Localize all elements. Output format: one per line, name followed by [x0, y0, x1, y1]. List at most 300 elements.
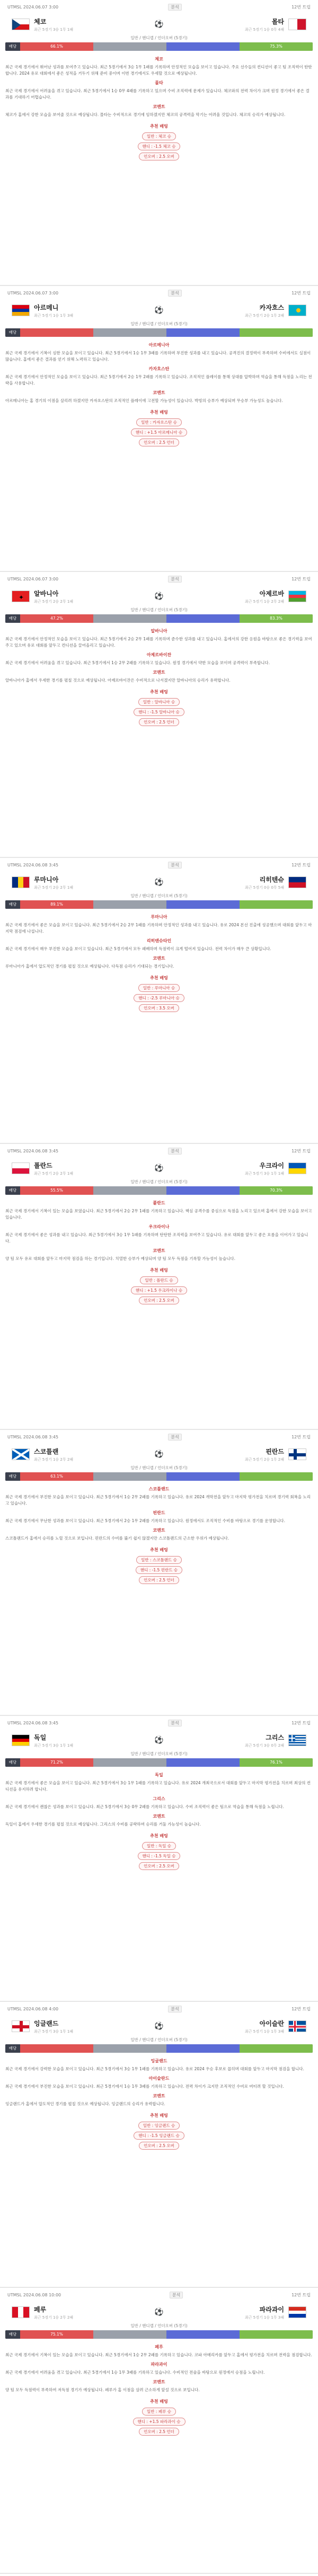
section-text: 최근 국제 경기에서 어려움을 겪고 있습니다. 최근 5경기에서 1승 1무 3패를 기록하고 있습니다. 수비적인 전술을 바탕으로 원정에서 승점을 노립니다. — [5, 2370, 265, 2375]
match-round: 12번 트립 — [292, 2006, 311, 2011]
home-team-name: 페루 — [34, 2305, 47, 2313]
pick-item: 핸디 : -1.5 핀란드 승 — [136, 1566, 182, 1574]
away-team-name: 파라과이 — [259, 2305, 284, 2313]
section-title: 파라과이 — [151, 2362, 167, 2367]
pick-item: 일반 : 페루 승 — [142, 2408, 176, 2416]
analysis-sections — [5, 2344, 313, 2393]
away-team[interactable] — [245, 1447, 306, 1462]
match-card — [0, 572, 318, 858]
analysis-tag[interactable]: 분석 — [168, 1720, 181, 1727]
section-text: 양 팀 모두 득점력이 부족하여 저득점 경기가 예상됩니다. 페루가 홈 이점을 살려 근소하게 앞설 것으로 보입니다. — [5, 2387, 200, 2392]
home-team[interactable] — [12, 1733, 73, 1748]
odds-home: 63.1% — [20, 1472, 93, 1481]
away-flag-icon — [288, 2306, 306, 2318]
odds-hint: 일반 / 핸디캡 / 언더오버 (5경기) — [130, 2323, 188, 2328]
section-text: 아르메니아는 홈 경기의 이점을 살리려 하겠지만 카자흐스탄의 조직적인 플레이에 고전할 가능성이 있습니다. 박빙의 승부가 예상되며 무승부 가능성도 높습니다. — [5, 398, 283, 403]
away-flag-icon — [288, 876, 306, 888]
odds-away — [166, 1758, 240, 1767]
analysis-sections — [5, 914, 313, 970]
home-team[interactable] — [12, 589, 73, 604]
match-time: UTMSL 2024.06.07 3:00 — [7, 576, 59, 582]
home-team-record: 최근 5경기 1승 1무 3패 — [34, 313, 74, 318]
match-time: UTMSL 2024.06.07 3:00 — [7, 4, 59, 10]
pick-item: 핸디 : -1.5 독일 승 — [138, 1852, 181, 1860]
section-title: 아제르바이잔 — [146, 652, 172, 657]
odds-hint: 일반 / 핸디캡 / 언더오버 (5경기) — [130, 321, 188, 326]
pick-item: 핸디 : -1.5 알바니아 승 — [134, 708, 184, 716]
section-text: 독일이 홈에서 우세한 경기를 펼칠 것으로 예상됩니다. 그리스의 수비를 공략하며 승리를 거둘 가능성이 높습니다. — [5, 1822, 201, 1827]
home-flag-icon — [12, 2020, 30, 2032]
away-team-record: 최근 5경기 1승 0무 4패 — [244, 27, 284, 32]
home-team[interactable] — [12, 875, 73, 890]
analysis-sections — [5, 1486, 313, 1542]
odds-away — [166, 614, 240, 623]
section-text: 루마니아가 홈에서 압도적인 경기를 펼칠 것으로 예상됩니다. 다득점 승리가 기대되는 경기입니다. — [5, 964, 174, 969]
odds-bar — [5, 42, 313, 51]
match-meta — [7, 861, 311, 869]
pick-box — [125, 689, 193, 727]
away-team-record: 최근 5경기 2승 1무 2패 — [244, 1457, 284, 1462]
section-title: 아이슬란드 — [148, 2076, 170, 2081]
away-team-name: 리히텐슈 — [259, 875, 284, 883]
odds-over — [240, 2330, 313, 2339]
pick-box — [125, 1267, 193, 1305]
versus-icon: ⚽ — [154, 592, 164, 601]
pick-list — [125, 131, 193, 162]
pick-item: 핸디 : +1.5 아르메니아 승 — [131, 428, 187, 436]
versus-icon: ⚽ — [154, 1450, 164, 1459]
odds-bar — [5, 1758, 313, 1767]
home-team-name: 스코틀랜 — [34, 1447, 59, 1455]
versus-icon: ⚽ — [154, 20, 164, 29]
section-text: 최근 국제 경기에서 좋은 모습을 보이고 있습니다. 최근 5경기에서 2승 2무 1패를 기록하며 안정적인 성과를 내고 있습니다. 유로 2024 본선 진출에 성공했으며 대회를 앞두고 마지막 점검에 나섭니다. — [5, 923, 312, 934]
section-title: 카자흐스탄 — [148, 366, 170, 371]
analysis-tag[interactable]: 분석 — [168, 1148, 181, 1155]
home-team[interactable] — [12, 303, 73, 318]
pick-item: 언오버 : 2.5 오버 — [139, 153, 179, 160]
away-team-name: 아이슬란 — [259, 2019, 284, 2027]
section-title: 잉글랜드 — [151, 2059, 167, 2063]
match-card — [0, 1430, 318, 1716]
pick-item: 언오버 : 3.5 오버 — [139, 1004, 179, 1012]
teams-row — [5, 300, 313, 321]
pick-list — [125, 417, 193, 448]
match-meta — [7, 2291, 311, 2298]
odds-label: 배당 — [5, 1758, 20, 1767]
home-flag-icon — [12, 1448, 30, 1460]
pick-list — [125, 2121, 193, 2151]
away-team[interactable] — [245, 2305, 306, 2320]
odds-home — [20, 2044, 93, 2053]
pick-title: 추천 배팅 — [150, 2113, 168, 2118]
teams-row — [5, 1158, 313, 1179]
home-team-record: 최근 5경기 2승 2무 1패 — [34, 1171, 74, 1176]
away-team[interactable] — [245, 17, 306, 32]
away-team-record: 최근 5경기 0승 0무 5패 — [244, 885, 284, 890]
section-text: 체코가 홈에서 강한 모습을 보여줄 것으로 예상됩니다. 몰타는 수비적으로 경기에 임하겠지만 체코의 공격력을 막기는 어려울 것입니다. 체코의 승리가 예상됩니다. — [5, 112, 286, 117]
match-meta — [7, 1719, 311, 1727]
home-team-name: 체코 — [34, 17, 47, 25]
odds-label: 배당 — [5, 1472, 20, 1481]
odds-draw — [93, 2330, 166, 2339]
match-time: UTMSL 2024.06.08 4:00 — [7, 2006, 59, 2011]
home-team[interactable] — [12, 2305, 73, 2320]
home-team-name: 잉글랜드 — [34, 2019, 59, 2027]
pick-title: 추천 배팅 — [150, 410, 168, 415]
away-team-record: 최근 5경기 1승 1무 3패 — [244, 2029, 284, 2034]
section-text: 잉글랜드가 홈에서 압도적인 경기를 펼칠 것으로 예상됩니다. 잉글랜드의 승리가 유력합니다. — [5, 2101, 165, 2106]
away-flag-icon — [288, 19, 306, 30]
section-text: 양 팀 모두 유로 대회를 앞두고 마지막 점검을 하는 경기입니다. 치열한 승부가 예상되며 양 팀 모두 득점을 기록할 가능성이 높습니다. — [5, 1256, 236, 1261]
home-flag-icon — [12, 305, 30, 316]
versus-icon: ⚽ — [154, 306, 164, 315]
teams-row — [5, 872, 313, 893]
away-team[interactable] — [245, 1161, 306, 1176]
away-team-name: 그리스 — [266, 1733, 284, 1741]
odds-bar — [5, 328, 313, 337]
odds-home: 75.1% — [20, 2330, 93, 2339]
odds-away — [166, 328, 240, 337]
section-title: 코멘트 — [153, 670, 165, 675]
home-team-record: 최근 5경기 2승 2무 1패 — [34, 885, 74, 890]
section-title: 코멘트 — [153, 390, 165, 395]
pick-title: 추천 배팅 — [150, 976, 168, 980]
away-team-name: 핀란드 — [266, 1447, 284, 1455]
versus-icon: ⚽ — [154, 1164, 164, 1173]
pick-item: 일반 : 독일 승 — [142, 1842, 176, 1850]
home-flag-icon — [12, 876, 30, 888]
analysis-sections — [5, 56, 313, 118]
match-meta — [7, 1147, 311, 1155]
away-team-name: 카자흐스 — [259, 303, 284, 311]
analysis-tag[interactable]: 분석 — [170, 2292, 183, 2298]
match-card — [0, 2002, 318, 2288]
pick-box — [125, 975, 193, 1013]
odds-home: 71.2% — [20, 1758, 93, 1767]
match-time: UTMSL 2024.06.08 3:45 — [7, 862, 59, 867]
section-text: 최근 국제 경기에서 매우 부진한 모습을 보이고 있습니다. 최근 5경기에서 모두 패배하며 득점력이 크게 떨어져 있습니다. 전력 차이가 매우 큰 상황입니다. — [5, 946, 271, 951]
teams-row — [5, 2016, 313, 2037]
odds-draw — [93, 1758, 166, 1767]
home-team[interactable] — [12, 1447, 73, 1462]
odds-label: 배당 — [5, 2330, 20, 2339]
section-text: 최근 국제 경기에서 기복이 있는 모습을 보이고 있습니다. 최근 5경기에서 1승 2무 2패를 기록하고 있습니다. 코파 아메리카를 앞두고 홈에서 평가전을 치르며 전력을 점검합니다. — [5, 2353, 312, 2357]
pick-list — [125, 1555, 193, 1585]
versus-icon: ⚽ — [154, 1736, 164, 1745]
away-team-name: 몰타 — [271, 17, 284, 25]
section-text: 최근 국제 경기에서 안정적인 모습을 보이고 있습니다. 최근 5경기에서 2승 1무 2패를 기록하고 있습니다. 조직적인 플레이를 통해 상대를 압박하며 역습을 통해 득점을 노리는 전략을 사용합니다. — [5, 374, 312, 386]
match-time: UTMSL 2024.06.08 3:45 — [7, 1148, 59, 1153]
pick-title: 추천 배팅 — [150, 1833, 168, 1838]
odds-over: 70.3% — [240, 1186, 313, 1195]
pick-item: 일반 : 폴란드 승 — [140, 1276, 178, 1284]
pick-title: 추천 배팅 — [150, 124, 168, 129]
odds-draw — [93, 900, 166, 909]
match-round: 12번 트립 — [292, 1148, 311, 1153]
home-team-name: 루마니아 — [34, 875, 59, 883]
pick-item: 핸디 : -1.5 체코 승 — [138, 142, 181, 150]
home-team-name: 알바니아 — [34, 589, 59, 597]
odds-hint: 일반 / 핸디캡 / 언더오버 (5경기) — [130, 2037, 188, 2042]
section-title: 몰타 — [155, 80, 163, 85]
match-time: UTMSL 2024.06.08 10:00 — [7, 2292, 61, 2297]
analysis-tag[interactable]: 분석 — [168, 576, 181, 583]
away-flag-icon — [288, 2020, 306, 2032]
section-title: 코멘트 — [153, 2094, 165, 2098]
pick-title: 추천 배팅 — [150, 2399, 168, 2404]
svg-text:✦: ✦ — [18, 594, 24, 601]
section-text: 최근 국제 경기에서 어려움을 겪고 있습니다. 최근 5경기에서 1승 0무 4패를 기록하고 있으며 수비 조직력에 문제가 있습니다. 체코와의 전력 차이가 크며 원정 경기에서 좋은 결과를 기대하기 어렵습니다. — [5, 88, 310, 100]
pick-item: 언오버 : 2.5 오버 — [139, 1296, 179, 1304]
odds-away — [166, 1186, 240, 1195]
section-title: 코멘트 — [153, 104, 165, 109]
away-flag-icon — [288, 591, 306, 602]
section-title: 코멘트 — [153, 2380, 165, 2384]
pick-title: 추천 배팅 — [150, 690, 168, 694]
analysis-sections — [5, 1200, 313, 1262]
analysis-tag[interactable]: 분석 — [168, 862, 181, 869]
section-title: 루마니아 — [151, 915, 167, 919]
home-flag-icon — [12, 1162, 30, 1174]
home-team[interactable] — [12, 17, 73, 32]
match-time: UTMSL 2024.06.08 3:45 — [7, 1434, 59, 1439]
section-text: 스코틀랜드가 홈에서 승리를 노릴 것으로 보입니다. 핀란드의 수비를 뚫기 쉽지 않겠지만 스코틀랜드의 근소한 우위가 예상됩니다. — [5, 1536, 229, 1541]
away-flag-icon — [288, 1448, 306, 1460]
away-team[interactable] — [245, 1733, 306, 1748]
odds-home: 66.1% — [20, 42, 93, 51]
match-round: 12번 트립 — [292, 576, 311, 582]
home-flag-icon — [12, 2306, 30, 2318]
match-round: 12번 트립 — [292, 2292, 311, 2297]
away-team[interactable] — [245, 589, 306, 604]
section-title: 알바니아 — [151, 629, 167, 633]
odds-away — [166, 42, 240, 51]
odds-draw — [93, 1186, 166, 1195]
analysis-tag[interactable]: 분석 — [168, 4, 181, 11]
odds-hint: 일반 / 핸디캡 / 언더오버 (5경기) — [130, 607, 188, 612]
section-title: 페루 — [155, 2345, 163, 2349]
match-round: 12번 트립 — [292, 4, 311, 10]
odds-hint: 일반 / 핸디캡 / 언더오버 (5경기) — [130, 893, 188, 898]
analysis-sections — [5, 628, 313, 684]
pick-item: 언오버 : 2.5 언더 — [139, 718, 179, 726]
odds-home: 89.1% — [20, 900, 93, 909]
section-title: 그리스 — [153, 1796, 165, 1801]
match-card — [0, 858, 318, 1144]
home-flag-icon — [12, 591, 30, 602]
section-text: 알바니아가 홈에서 우세한 경기를 펼칠 것으로 예상됩니다. 아제르바이잔은 수비적으로 나서겠지만 알바니아의 승리가 유력합니다. — [5, 678, 231, 683]
odds-over: 83.3% — [240, 614, 313, 623]
match-card — [0, 2288, 318, 2574]
home-flag-icon — [12, 19, 30, 30]
pick-item: 핸디 : -2.5 루마니아 승 — [134, 994, 184, 1002]
match-meta — [7, 3, 311, 11]
section-title: 스코틀랜드 — [148, 1487, 170, 1491]
pick-item: 일반 : 스코틀랜드 승 — [136, 1556, 182, 1564]
pick-item: 핸디 : -1.5 잉글랜드 승 — [134, 2132, 184, 2140]
section-title: 체코 — [155, 57, 163, 61]
section-text: 최근 국제 경기에서 기복이 있는 모습을 보였습니다. 최근 5경기에서 2승 2무 1패를 기록하고 있습니다. 핵심 공격수를 중심으로 득점을 노리고 있으며 홈에서 강한 모습을 보이고 있습니다. — [5, 1209, 312, 1220]
pick-item: 핸디 : +1.5 파라과이 승 — [133, 2418, 186, 2426]
pick-list — [125, 1275, 193, 1305]
odds-hint: 일반 / 핸디캡 / 언더오버 (5경기) — [130, 1179, 188, 1184]
odds-label: 배당 — [5, 2044, 20, 2053]
match-meta — [7, 2005, 311, 2012]
away-team[interactable] — [245, 2019, 306, 2034]
match-meta — [7, 1433, 311, 1441]
odds-bar — [5, 2330, 313, 2339]
match-time: UTMSL 2024.06.08 3:45 — [7, 1720, 59, 1725]
section-text: 최근 국제 경기에서 어려움을 겪고 있습니다. 최근 5경기에서 1승 2무 2패를 기록하고 있습니다. 원정 경기에서 약한 모습을 보이며 공격력이 부족합니다. — [5, 660, 270, 665]
pick-item: 일반 : 체코 승 — [142, 132, 176, 140]
odds-away — [166, 900, 240, 909]
away-flag-icon — [288, 1162, 306, 1174]
home-team[interactable] — [12, 1161, 73, 1176]
pick-item: 언오버 : 2.5 오버 — [139, 1862, 179, 1870]
teams-row — [5, 586, 313, 607]
analysis-tag[interactable]: 분석 — [168, 290, 181, 297]
away-team-record: 최근 5경기 3승 1무 1패 — [244, 1171, 284, 1176]
section-title: 코멘트 — [153, 1248, 165, 1253]
pick-list — [125, 697, 193, 727]
teams-row — [5, 1730, 313, 1751]
section-title: 독일 — [155, 1773, 163, 1777]
home-team-record: 최근 5경기 2승 2무 1패 — [34, 599, 74, 604]
pick-title: 추천 배팅 — [150, 1548, 168, 1552]
home-team-record: 최근 5경기 3승 1무 1패 — [34, 27, 74, 32]
match-round: 12번 트립 — [292, 1720, 311, 1725]
match-card — [0, 1144, 318, 1430]
pick-box — [125, 1547, 193, 1585]
pick-item: 언오버 : 2.5 언더 — [139, 439, 179, 446]
teams-row — [5, 2302, 313, 2323]
odds-over: 76.1% — [240, 1758, 313, 1767]
teams-row — [5, 14, 313, 35]
section-text: 최근 국제 경기에서 괜찮은 성과를 보이고 있습니다. 최근 5경기에서 3승 0무 2패를 기록하고 있습니다. 수비 조직력이 좋은 팀으로 역습을 통해 득점을 노립니다. — [5, 1804, 284, 1809]
odds-hint: 일반 / 핸디캡 / 언더오버 (5경기) — [130, 1751, 188, 1756]
odds-away — [166, 1472, 240, 1481]
section-text: 최근 국제 경기에서 좋은 모습을 보이고 있습니다. 최근 5경기에서 3승 1무 1패를 기록하고 있습니다. 유로 2024 개최국으로서 대회를 앞두고 마지막 평가전을 치르며 최상의 컨디션을 유지하려 합니다. — [5, 1781, 311, 1792]
odds-draw — [93, 42, 166, 51]
pick-box — [125, 123, 193, 162]
odds-home — [20, 328, 93, 337]
odds-away — [166, 2044, 240, 2053]
section-text: 최근 국제 경기에서 기복이 심한 모습을 보이고 있습니다. 최근 5경기에서 1승 1무 3패를 기록하며 부진한 성과를 내고 있습니다. 공격진의 결정력이 부족하며 수비에서도 실점이 많습니다. 홈에서 좋은 결과를 얻기 위해 노력하고 있습니다. — [5, 351, 311, 362]
away-team-name: 우크라이 — [259, 1161, 284, 1169]
section-title: 핀란드 — [153, 1510, 165, 1515]
away-team-name: 아제르바 — [259, 589, 284, 597]
pick-list — [125, 983, 193, 1013]
away-flag-icon — [288, 305, 306, 316]
away-flag-icon — [288, 1734, 306, 1746]
section-text: 최근 국제 경기에서 부진한 모습을 보이고 있습니다. 최근 5경기에서 1승 2무 2패를 기록하고 있습니다. 유로 2024 개막전을 앞두고 마지막 평가전을 치르며 경기력 회복을 노리고 있습니다. — [5, 1495, 311, 1506]
versus-icon: ⚽ — [154, 2022, 164, 2031]
pick-item: 일반 : 알바니아 승 — [138, 698, 180, 706]
section-title: 아르메니아 — [148, 343, 170, 347]
section-title: 리히텐슈타인 — [146, 938, 172, 943]
odds-label: 배당 — [5, 42, 20, 51]
section-text: 최근 국제 경기에서 좋은 성과를 내고 있습니다. 최근 5경기에서 3승 1무 1패를 기록하며 탄탄한 조직력을 보여주고 있습니다. 유로 대회를 앞두고 좋은 흐름을 이어가고 있습니다. — [5, 1232, 308, 1244]
home-team-record: 최근 5경기 3승 1무 1패 — [34, 1743, 74, 1748]
pick-list — [125, 1841, 193, 1871]
pick-list — [125, 2407, 193, 2437]
home-team[interactable] — [12, 2019, 73, 2034]
teams-row — [5, 1444, 313, 1465]
home-team-record: 최근 5경기 1승 2무 2패 — [34, 1457, 74, 1462]
section-text: 최근 국제 경기에서 뛰어난 성과를 보여주고 있습니다. 최근 5경기에서 3승 1무 1패를 기록하며 안정적인 모습을 보이고 있습니다. 주요 선수들의 컨디션이 좋고 팀 조직력이 탄탄합니다. 2024 유로 대회에서 좋은 성적을 거두기 위해 준비 중이며 이번 경기에서도 우세할 것으로 예상됩니다. — [5, 65, 312, 76]
match-round: 12번 트립 — [292, 290, 311, 296]
odds-label: 배당 — [5, 614, 20, 623]
analysis-tag[interactable]: 분석 — [168, 1434, 181, 1441]
home-team-name: 아르메니 — [34, 303, 59, 311]
pick-item: 언오버 : 2.5 언더 — [139, 1576, 179, 1584]
pick-item: 핸디 : +1.5 우크라이나 승 — [131, 1286, 187, 1294]
section-title: 코멘트 — [153, 1528, 165, 1533]
odds-over: 75.3% — [240, 42, 313, 51]
away-team[interactable] — [245, 303, 306, 318]
odds-bar — [5, 1186, 313, 1195]
away-team-record: 최근 5경기 2승 1무 2패 — [244, 313, 284, 318]
section-text: 최근 국제 경기에서 부진한 모습을 보이고 있습니다. 최근 5경기에서 1승 1무 3패를 기록하고 있습니다. 전력 차이가 크지만 조직적인 수비로 버티려 할 것입니다. — [5, 2084, 284, 2089]
odds-draw — [93, 1472, 166, 1481]
odds-label: 배당 — [5, 328, 20, 337]
analysis-sections — [5, 1772, 313, 1828]
pick-item: 일반 : 카자흐스탄 승 — [136, 418, 182, 426]
home-flag-icon — [12, 1734, 30, 1746]
pick-item: 일반 : 잉글랜드 승 — [138, 2122, 180, 2130]
section-title: 코멘트 — [153, 956, 165, 961]
match-round: 12번 트립 — [292, 1434, 311, 1439]
section-title: 우크라이나 — [148, 1224, 170, 1229]
odds-draw — [93, 614, 166, 623]
odds-bar — [5, 2044, 313, 2053]
pick-item: 언오버 : 2.5 언더 — [139, 2428, 179, 2436]
match-meta — [7, 289, 311, 297]
section-title: 코멘트 — [153, 1814, 165, 1819]
pick-box — [125, 2399, 193, 2437]
odds-draw — [93, 2044, 166, 2053]
pick-box — [125, 1833, 193, 1871]
home-team-name: 폴란드 — [34, 1161, 52, 1169]
odds-away — [166, 2330, 240, 2339]
odds-home: 55.5% — [20, 1186, 93, 1195]
odds-over — [240, 2044, 313, 2053]
match-time: UTMSL 2024.06.07 3:00 — [7, 290, 59, 296]
pick-box — [125, 2113, 193, 2151]
analysis-sections — [5, 2058, 313, 2107]
odds-label: 배당 — [5, 900, 20, 909]
odds-draw — [93, 328, 166, 337]
odds-bar — [5, 900, 313, 909]
odds-hint: 일반 / 핸디캡 / 언더오버 (5경기) — [130, 1465, 188, 1470]
odds-over — [240, 1472, 313, 1481]
odds-label: 배당 — [5, 1186, 20, 1195]
match-card — [0, 0, 318, 286]
away-team[interactable] — [245, 875, 306, 890]
odds-home: 47.2% — [20, 614, 93, 623]
home-team-record: 최근 5경기 3승 1무 1패 — [34, 2029, 74, 2034]
home-team-record: 최근 5경기 1승 2무 2패 — [34, 2315, 74, 2320]
odds-bar — [5, 1472, 313, 1481]
odds-hint: 일반 / 핸디캡 / 언더오버 (5경기) — [130, 35, 188, 40]
analysis-tag[interactable]: 분석 — [168, 2006, 181, 2012]
odds-bar — [5, 614, 313, 623]
section-text: 최근 국제 경기에서 안정적인 모습을 보이고 있습니다. 최근 5경기에서 2승 2무 1패를 기록하며 준수한 성과를 내고 있습니다. 홈에서의 강한 응원을 바탕으로 좋은 경기력을 보여주고 있으며 유로 대회를 앞두고 컨디션을 끌어올리고 있습니다. — [5, 637, 312, 648]
pick-box — [125, 409, 193, 448]
pick-item: 언오버 : 2.5 오버 — [139, 2142, 179, 2150]
analysis-sections — [5, 342, 313, 404]
section-title: 폴란드 — [153, 1201, 165, 1205]
